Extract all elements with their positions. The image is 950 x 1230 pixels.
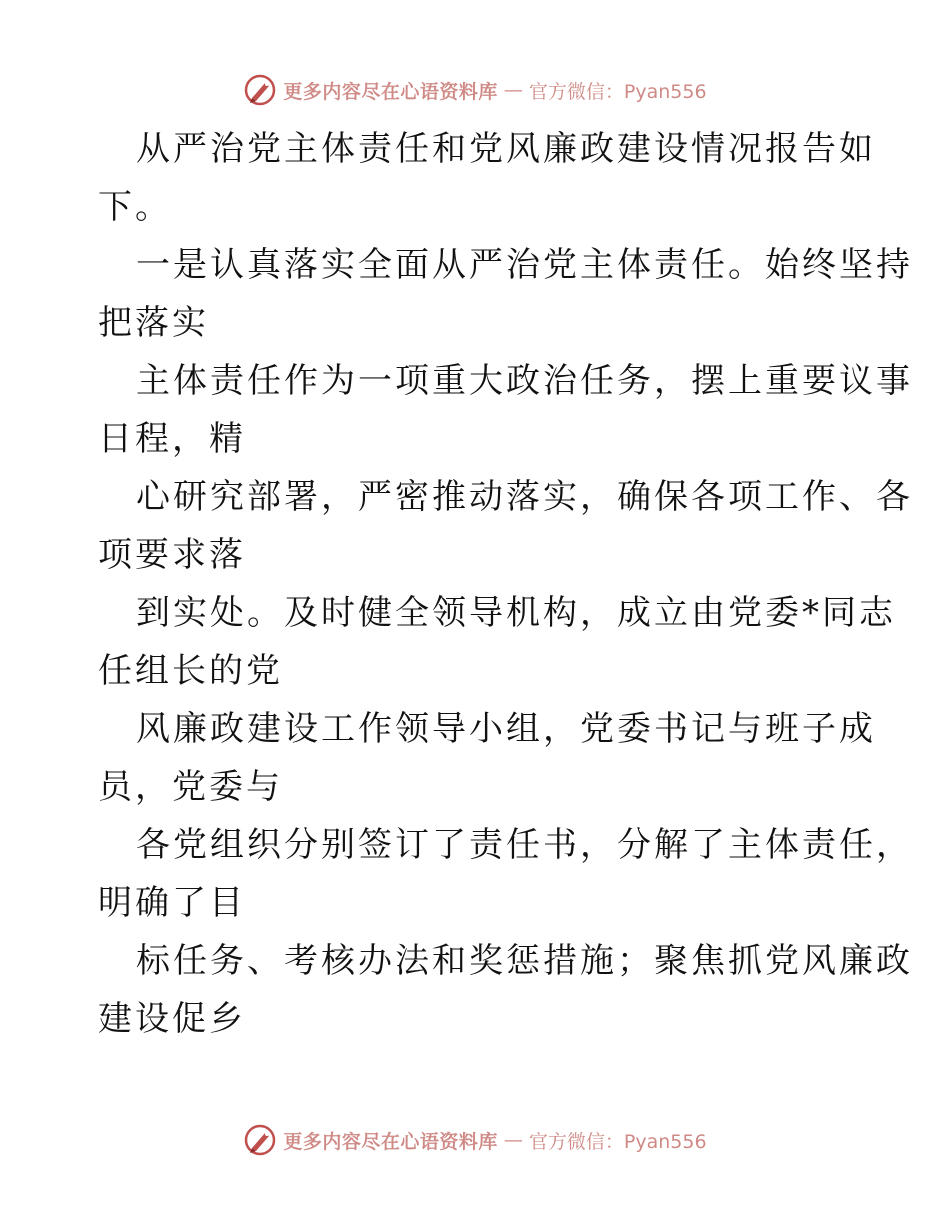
text-line: 到实处。及时健全领导机构，成立由党委*同志 [136,593,896,633]
pen-logo-icon [243,1123,277,1157]
watermark-brand-text: 更多内容尽在心语资料库 [283,80,498,103]
document-body [98,120,913,1048]
footer-watermark [0,1120,950,1160]
text-line: 下。 [98,187,172,227]
text-line: 项要求落 [98,535,246,575]
text-line: 任组长的党 [98,651,283,691]
watermark-brand-text: 更多内容尽在心语资料库 [283,1130,498,1153]
text-line: 员，党委与 [98,767,283,807]
text-line: 明确了目 [98,883,246,923]
pen-logo-icon [243,73,277,107]
text-line: 心研究部署，严密推动落实，确保各项工作、各 [136,477,913,517]
text-line: 标任务、考核办法和奖惩措施；聚焦抓党风廉政 [136,941,913,981]
text-line: 把落实 [98,303,209,343]
watermark-contact-text: 官方微信：Pyan556 [528,80,707,103]
text-line: 主体责任作为一项重大政治任务，摆上重要议事 [136,361,913,401]
text-line: 从严治党主体责任和党风廉政建设情况报告如 [136,129,876,169]
text-line: 各党组织分别签订了责任书，分解了主体责任， [136,825,913,865]
watermark-contact-text: 官方微信：Pyan556 [528,1130,707,1153]
text-line: 建设促乡 [98,999,246,1039]
text-line: 风廉政建设工作领导小组，党委书记与班子成 [136,709,876,749]
text-line: 一是认真落实全面从严治党主体责任。始终坚持 [136,245,913,285]
watermark-separator: — [503,79,523,101]
text-line: 日程，精 [98,419,246,459]
watermark-separator: — [503,1129,523,1151]
header-watermark [0,70,950,110]
